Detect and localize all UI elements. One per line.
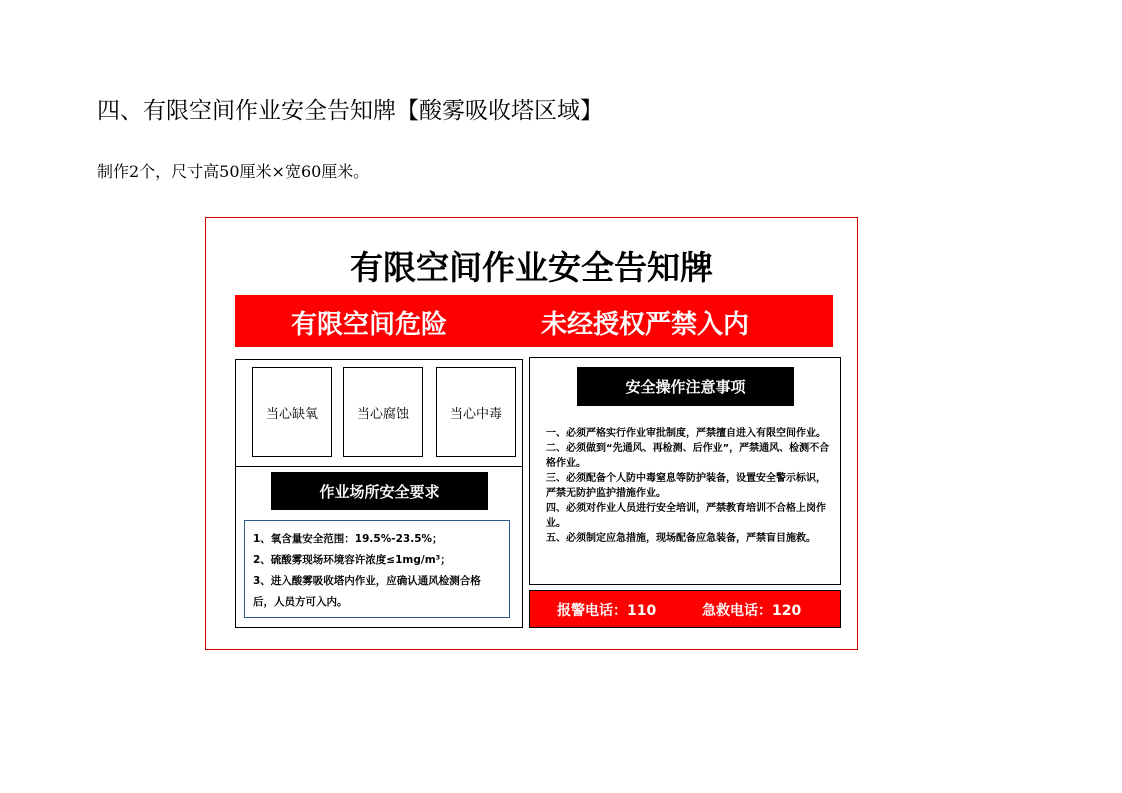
hazard-oxygen-deficiency: 当心缺氧 [252,367,332,457]
document-heading: 四、有限空间作业安全告知牌【酸雾吸收塔区域】 [97,98,603,124]
banner-text-danger: 有限空间危险 [291,310,448,340]
danger-banner [235,295,833,347]
requirement-item: 1、氧含量安全范围：19.5%-23.5%； [253,533,443,545]
safety-sign [205,217,858,650]
note-item: 三、必须配备个人防中毒窒息等防护装备，设置安全警示标识，严禁无防护监护措施作业。 [546,473,826,499]
phone-bar [529,590,841,628]
notes-panel [529,357,841,585]
notes-label: 安全操作注意事项 [577,367,794,406]
banner-text-no-entry: 未经授权严禁入内 [541,310,750,340]
emergency-phone: 急救电话：120 [702,603,802,619]
alarm-phone: 报警电话：110 [557,603,657,619]
note-item: 四、必须对作业人员进行安全培训，严禁教育培训不合格上岗作业。 [546,503,826,529]
note-item: 一、必须严格实行作业审批制度，严禁擅自进入有限空间作业。 [546,428,826,439]
note-item: 二、必须做到“先通风、再检测、后作业”，严禁通风、检测不合格作业。 [546,443,830,469]
requirements-label: 作业场所安全要求 [271,472,488,510]
sign-title: 有限空间作业安全告知牌 [350,248,713,287]
document-subtext: 制作2个，尺寸高50厘米×宽60厘米。 [97,162,370,181]
requirements-panel [235,466,523,628]
hazard-corrosion: 当心腐蚀 [343,367,423,457]
requirements-list [244,520,510,618]
hazard-poisoning: 当心中毒 [436,367,516,457]
requirement-item: 3、进入酸雾吸收塔内作业，应确认通风检测合格后，人员方可入内。 [253,575,481,608]
requirement-item: 2、硫酸雾现场环境容许浓度≤1mg/m³； [253,554,451,566]
note-item: 五、必须制定应急措施，现场配备应急装备，严禁盲目施救。 [546,533,816,544]
notes-list [546,426,832,546]
hazard-panel [235,359,523,467]
